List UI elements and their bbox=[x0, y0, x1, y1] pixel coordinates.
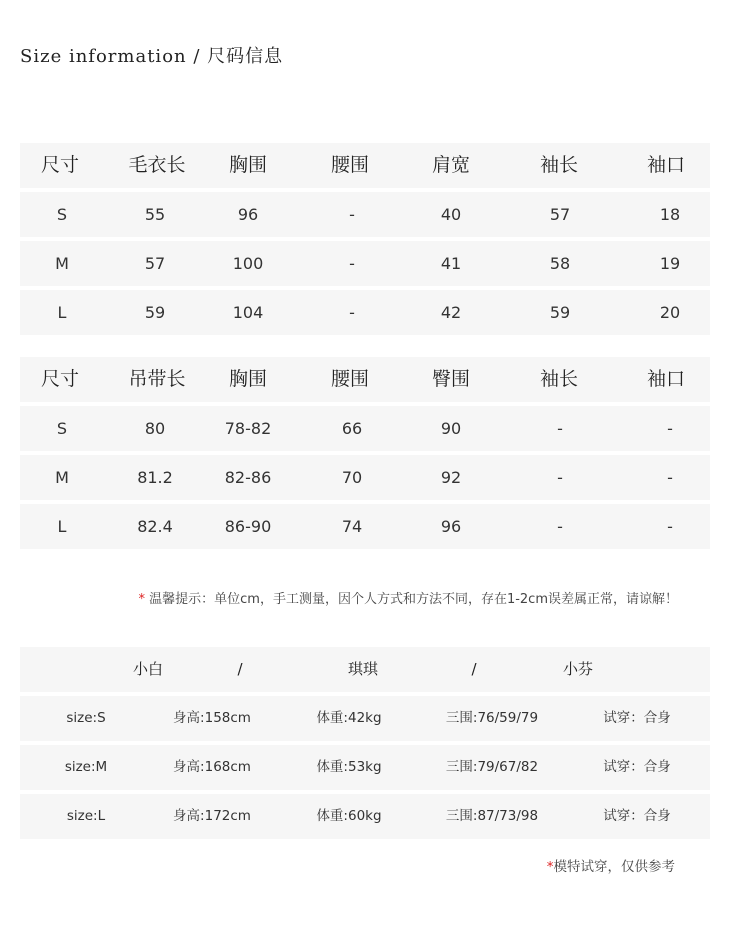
model-fitting-table bbox=[20, 647, 710, 839]
table-cell: 82.4 bbox=[137, 517, 173, 536]
table-row bbox=[20, 290, 710, 335]
header-cell: 袖口 bbox=[646, 154, 686, 176]
table-cell: size:M bbox=[64, 759, 108, 775]
table-cell: - bbox=[667, 468, 673, 487]
table-cell: M bbox=[55, 468, 69, 487]
table-cell: 试穿：合身 bbox=[603, 710, 671, 726]
table-cell: 40 bbox=[440, 205, 462, 224]
table-cell: 104 bbox=[232, 303, 264, 322]
table-cell: L bbox=[57, 517, 67, 536]
table-row bbox=[20, 745, 710, 790]
table-cell: 42 bbox=[440, 303, 462, 322]
note-text: 温馨提示：单位cm，手工测量，因个人方式和方法不同，存在1-2cm误差属正常，请谅解！ bbox=[149, 592, 678, 607]
table-cell: 86-90 bbox=[224, 517, 272, 536]
header-cell: 腰围 bbox=[330, 154, 370, 176]
table-row bbox=[20, 455, 710, 500]
table-cell: 身高:168cm bbox=[173, 759, 251, 775]
note-asterisk: * bbox=[546, 859, 554, 875]
note-text: 模特试穿，仅供参考 bbox=[553, 859, 675, 875]
table-cell: 96 bbox=[237, 205, 259, 224]
model-names-row bbox=[20, 647, 710, 692]
table-cell: L bbox=[57, 303, 67, 322]
model-note bbox=[547, 855, 675, 875]
table-cell: 78-82 bbox=[224, 419, 272, 438]
table-cell: size:L bbox=[66, 808, 106, 824]
header-cell: 尺寸 bbox=[40, 154, 80, 176]
table-row bbox=[20, 696, 710, 741]
separator: / bbox=[471, 660, 477, 678]
table-cell: 96 bbox=[440, 517, 462, 536]
table-cell: 74 bbox=[341, 517, 363, 536]
table-row bbox=[20, 192, 710, 237]
header-cell: 袖长 bbox=[539, 368, 579, 390]
table-cell: 58 bbox=[549, 254, 571, 273]
table-cell: - bbox=[349, 205, 355, 224]
table-cell: 80 bbox=[144, 419, 166, 438]
table-cell: 90 bbox=[440, 419, 462, 438]
header-cell: 毛衣长 bbox=[128, 154, 186, 176]
note-asterisk: * bbox=[138, 592, 145, 607]
table-cell: 试穿：合身 bbox=[603, 808, 671, 824]
table-cell: - bbox=[557, 419, 563, 438]
header-cell: 袖长 bbox=[539, 154, 579, 176]
table-cell: S bbox=[56, 419, 68, 438]
table-cell: 身高:158cm bbox=[173, 710, 251, 726]
header-cell: 胸围 bbox=[228, 368, 268, 390]
table-row bbox=[20, 406, 710, 451]
header-cell: 肩宽 bbox=[431, 154, 471, 176]
table-cell: 19 bbox=[659, 254, 681, 273]
separator: / bbox=[237, 660, 243, 678]
table-cell: 70 bbox=[341, 468, 363, 487]
table-cell: - bbox=[349, 303, 355, 322]
table-cell: 体重:60kg bbox=[316, 808, 382, 824]
table-cell: 三围:76/59/79 bbox=[445, 710, 539, 726]
table-cell: 92 bbox=[440, 468, 462, 487]
header-cell: 袖口 bbox=[646, 368, 686, 390]
table-cell: 55 bbox=[144, 205, 166, 224]
table-cell: 20 bbox=[659, 303, 681, 322]
table-cell: - bbox=[557, 468, 563, 487]
measurement-note bbox=[139, 588, 679, 607]
table-header-row bbox=[20, 143, 710, 188]
table-cell: 82-86 bbox=[224, 468, 272, 487]
header-cell: 臀围 bbox=[431, 368, 471, 390]
header-cell: 尺寸 bbox=[40, 368, 80, 390]
size-table-camisole bbox=[20, 357, 710, 549]
table-row bbox=[20, 241, 710, 286]
table-cell: 三围:87/73/98 bbox=[445, 808, 539, 824]
table-cell: 59 bbox=[549, 303, 571, 322]
table-cell: size:S bbox=[66, 710, 106, 726]
table-cell: 身高:172cm bbox=[173, 808, 251, 824]
header-cell: 胸围 bbox=[228, 154, 268, 176]
table-cell: 试穿：合身 bbox=[603, 759, 671, 775]
model-name: 琪琪 bbox=[347, 660, 379, 678]
header-cell: 腰围 bbox=[330, 368, 370, 390]
model-name: 小白 bbox=[132, 660, 164, 678]
table-cell: - bbox=[557, 517, 563, 536]
table-cell: 57 bbox=[549, 205, 571, 224]
header-cell: 吊带长 bbox=[128, 368, 186, 390]
table-cell: 三围:79/67/82 bbox=[445, 759, 539, 775]
table-cell: 66 bbox=[341, 419, 363, 438]
table-cell: 100 bbox=[232, 254, 264, 273]
table-row bbox=[20, 794, 710, 839]
table-row bbox=[20, 504, 710, 549]
table-cell: - bbox=[667, 517, 673, 536]
size-table-sweater bbox=[20, 143, 710, 335]
table-cell: 81.2 bbox=[137, 468, 173, 487]
table-cell: 57 bbox=[144, 254, 166, 273]
table-cell: M bbox=[55, 254, 69, 273]
table-cell: - bbox=[349, 254, 355, 273]
table-cell: 体重:53kg bbox=[316, 759, 382, 775]
table-cell: 体重:42kg bbox=[316, 710, 382, 726]
table-cell: 41 bbox=[440, 254, 462, 273]
page-title: Size information / 尺码信息 bbox=[20, 46, 284, 67]
table-cell: - bbox=[667, 419, 673, 438]
table-header-row bbox=[20, 357, 710, 402]
table-cell: 59 bbox=[144, 303, 166, 322]
table-cell: S bbox=[56, 205, 68, 224]
table-cell: 18 bbox=[659, 205, 681, 224]
model-name: 小芬 bbox=[562, 660, 594, 678]
